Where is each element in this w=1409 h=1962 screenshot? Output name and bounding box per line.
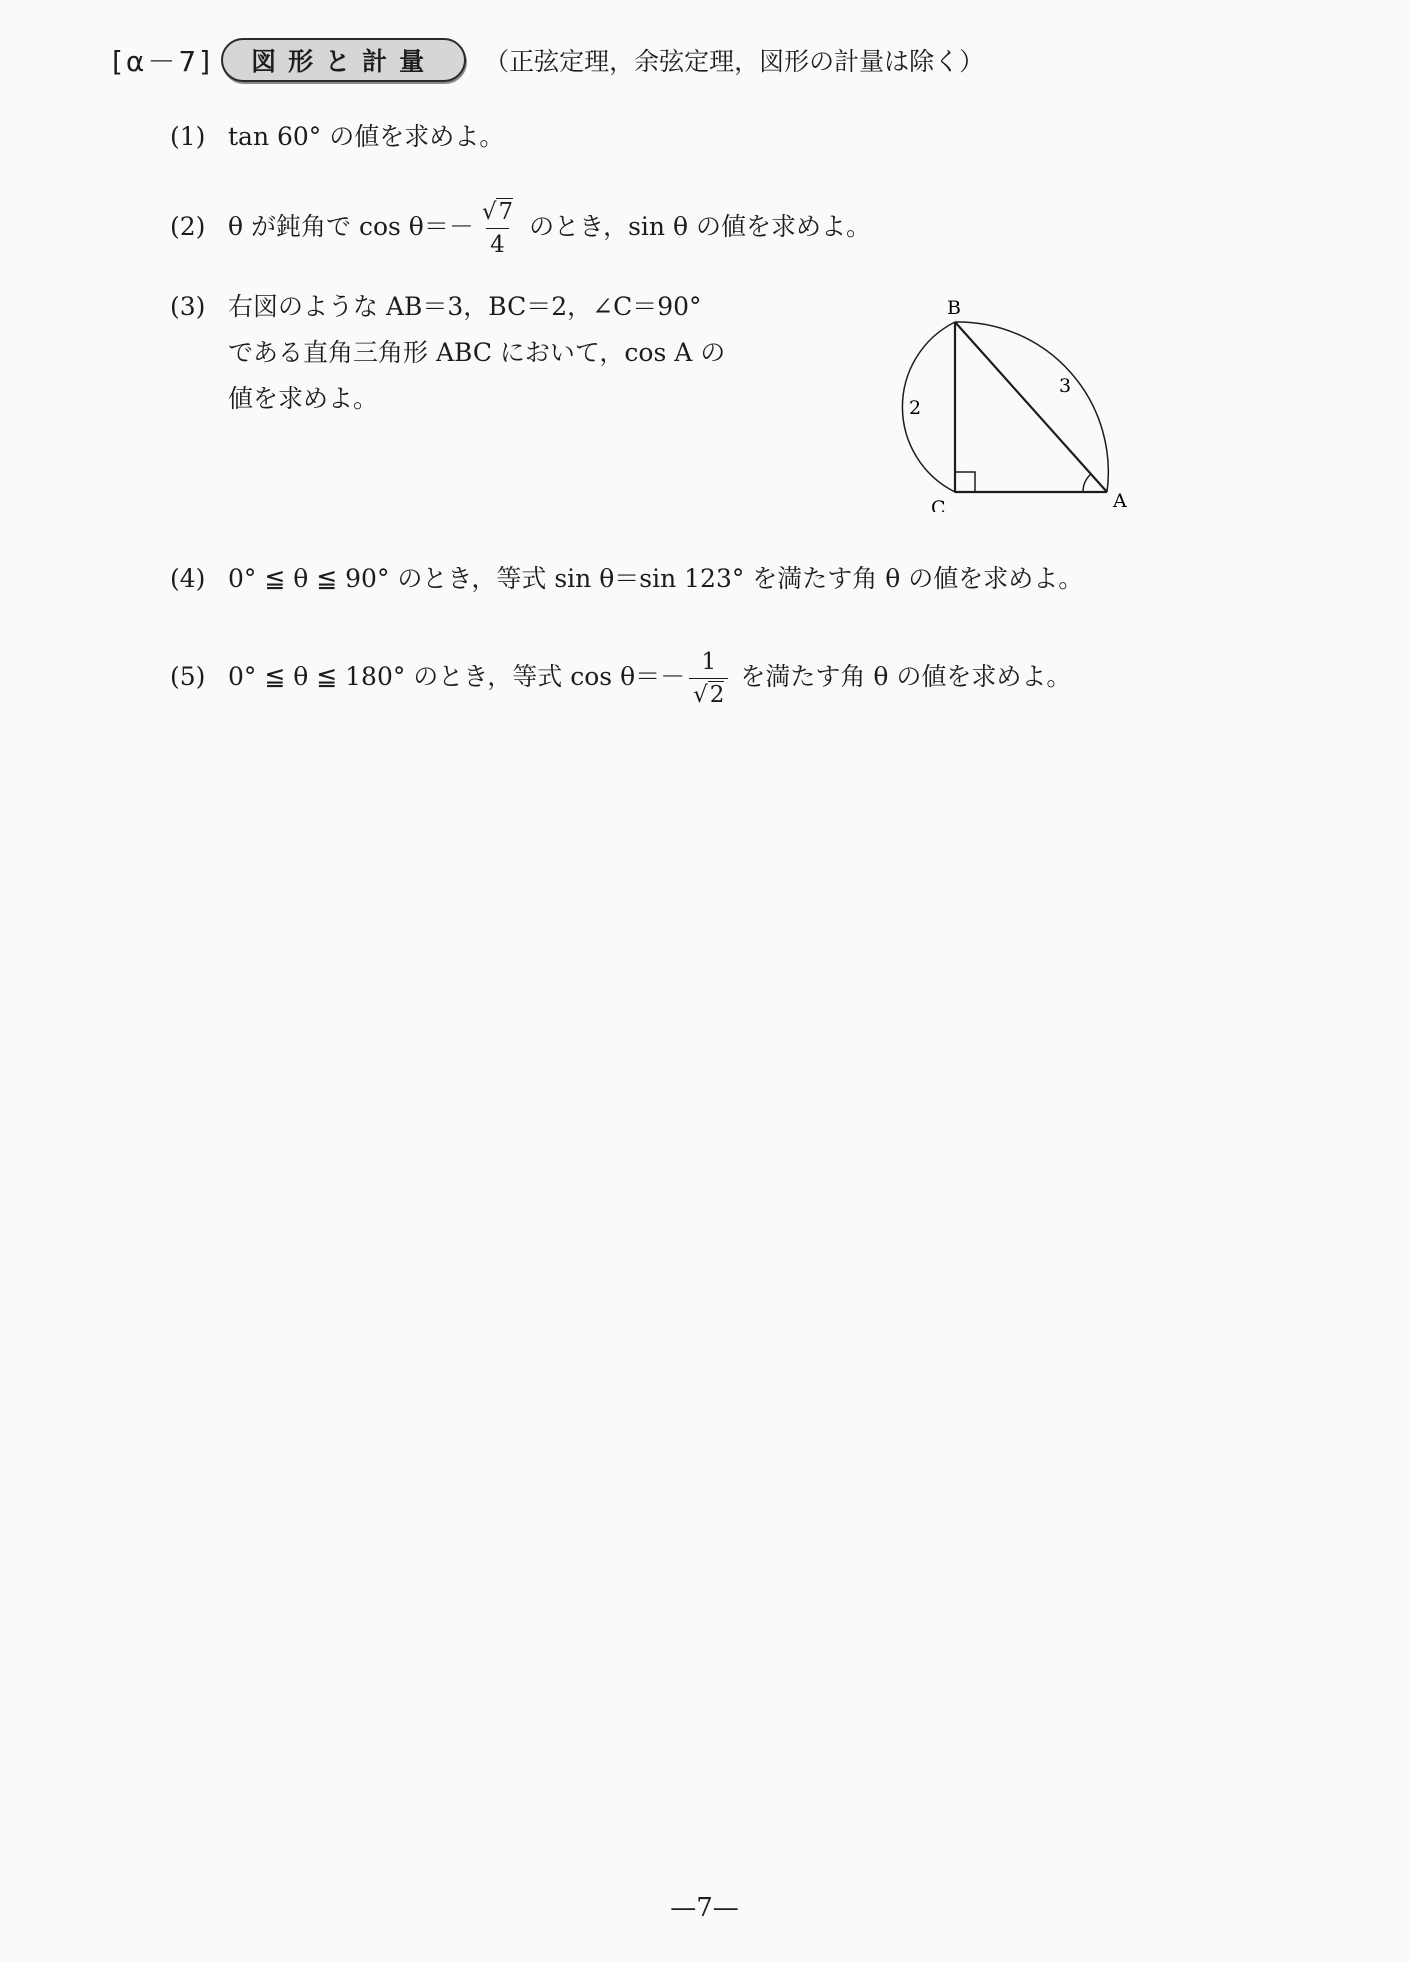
problem-3 (170, 288, 725, 418)
problem-1 (170, 118, 504, 156)
problem-text-line: である直角三角形 ABC において，cos A の (228, 338, 726, 367)
scope-note: （正弦定理，余弦定理，図形の計量は除く） (484, 47, 985, 76)
fraction-denominator: 4 (486, 228, 509, 259)
problem-4 (170, 560, 1083, 598)
problem-text-post: を満たす角 θ の値を求めよ。 (732, 662, 1072, 691)
label-side-ab: 3 (1059, 375, 1072, 397)
page-number: —7— (670, 1893, 739, 1923)
fraction-numerator: 7 (498, 199, 514, 225)
problem-text-pre: 0° ≦ θ ≦ 180° のとき，等式 cos θ＝－ (228, 662, 686, 691)
problem-number: (4) (170, 564, 206, 593)
problem-text: tan 60° の値を求めよ。 (228, 122, 505, 151)
problem-text-line: 右図のような AB＝3，BC＝2，∠C＝90° (228, 292, 702, 321)
problem-2 (170, 198, 871, 259)
problem-number: (5) (170, 662, 206, 691)
problem-number: (1) (170, 122, 206, 151)
problem-text: 0° ≦ θ ≦ 90° のとき，等式 sin θ＝sin 123° を満たす角 θ の値を求めよ。 (228, 564, 1084, 593)
section-label: [α－7] (112, 45, 214, 78)
topic-badge: 図形と計量 (221, 38, 466, 82)
angle-a-mark (1083, 474, 1091, 492)
side-ab (955, 322, 1107, 492)
problem-text-line: 値を求めよ。 (228, 384, 379, 413)
label-a: A (1113, 490, 1127, 512)
triangle-figure (895, 292, 1140, 512)
problem-text-post: のとき，sin θ の値を求めよ。 (521, 212, 871, 241)
fraction: $\frac{√7}{4}$ (481, 199, 514, 258)
problem-number: (2) (170, 212, 206, 241)
section-header (112, 38, 984, 82)
label-b: B (947, 297, 961, 319)
problem-number: (3) (170, 292, 206, 321)
fraction: $\frac{1}{√2}$ (689, 648, 728, 709)
label-c: C (931, 497, 946, 512)
right-angle-mark (955, 472, 975, 492)
problem-text-pre: θ が鈍角で cos θ＝－ (228, 212, 474, 241)
label-side-bc: 2 (909, 397, 922, 419)
fraction-denominator: 2 (709, 682, 725, 708)
problem-5 (170, 648, 1071, 709)
fraction-numerator: 1 (701, 649, 717, 675)
